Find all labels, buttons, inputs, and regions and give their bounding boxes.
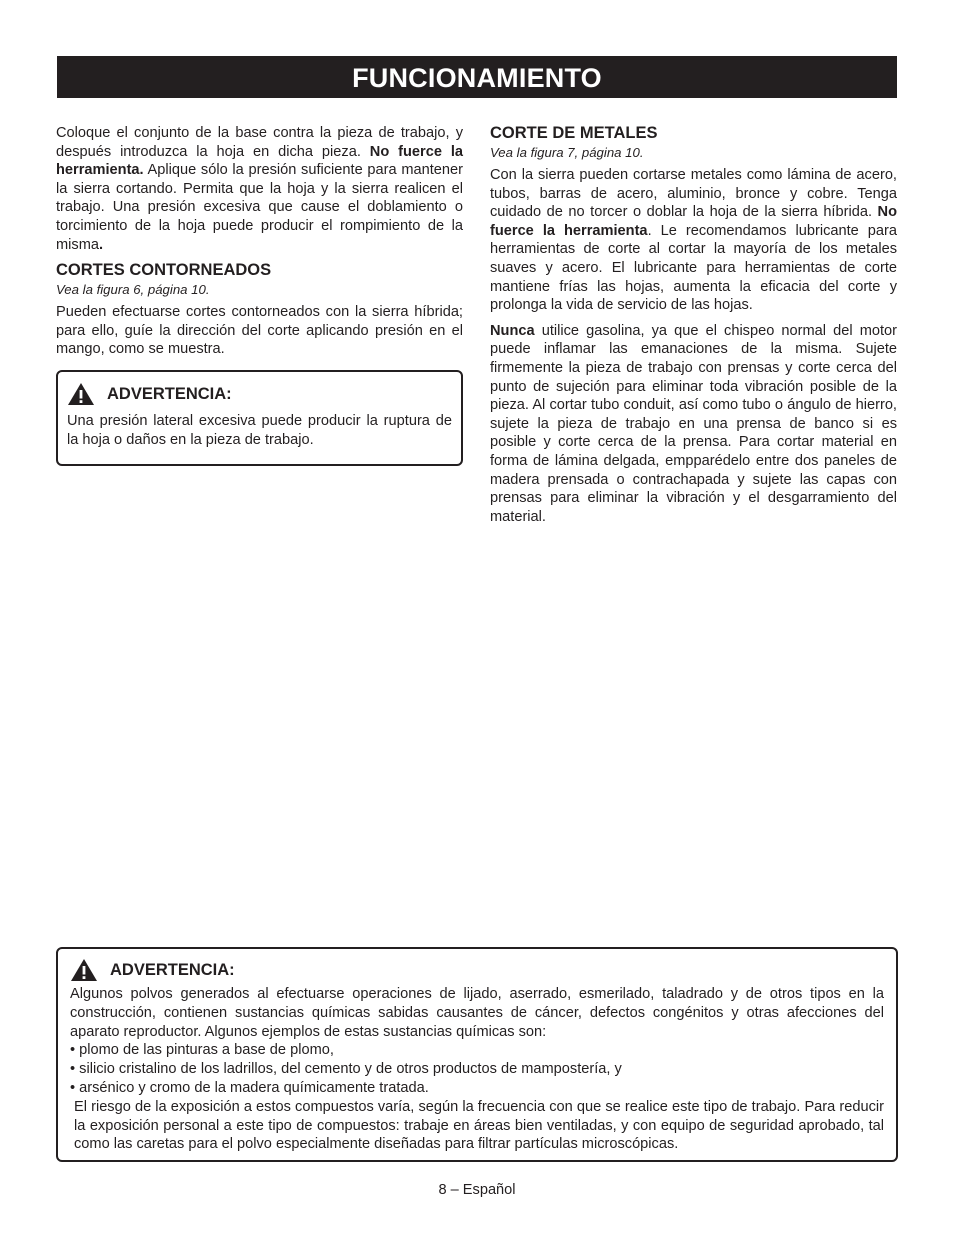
metal-bold-2: Nunca [490, 322, 535, 339]
right-column [490, 124, 897, 533]
metal-text-1b: . Le recomendamos lubricante para herramientas de corte al cortar la mayoría de los metales suaves y acero. El lubricante para herramientas de corte mantiene frías las hojas, aumenta la eficacia del corte y prolonga la vida de servicio de las hojas. [490, 222, 897, 314]
list-item: • plomo de las pinturas a base de plomo, [70, 1042, 334, 1059]
warning-outro: El riesgo de la exposición a estos compuestos varía, según la frecuencia con que se realice este tipo de trabajo. Para reducir la exposición personal a este tipo de compuestos: trabaje en áreas bien ventiladas, y con equipo de seguridad aprobado, tal como las caretas para el polvo especialmente diseñadas para filtrar partículas microscópicas. [74, 1098, 884, 1153]
warning-body [70, 985, 884, 1154]
warning-triangle-icon [70, 958, 98, 982]
warning-header [67, 382, 452, 406]
warning-triangle-icon [67, 382, 95, 406]
warning-title: ADVERTENCIA: [107, 384, 232, 403]
metal-paragraph-1 [490, 166, 897, 315]
intro-text: Coloque el conjunto de la base contra la pieza de trabajo, y después introduzca la hoja en dicha pieza. [56, 125, 463, 160]
warning-box-dust [56, 947, 898, 1162]
warning-header [70, 958, 884, 982]
warning-text: Una presión lateral excesiva puede producir la ruptura de la hoja o daños en la pieza de trabajo. [67, 413, 452, 448]
intro-paragraph [56, 124, 463, 254]
list-item: • arsénico y cromo de la madera químicamente tratada. [70, 1079, 429, 1096]
contour-heading: CORTES CONTORNEADOS [56, 261, 272, 280]
intro-bold: No fuerce la herramienta. [56, 143, 463, 179]
contour-figure-ref: Vea la figura 6, página 10. [56, 282, 210, 298]
warning-intro: Algunos polvos generados al efectuarse operaciones de lijado, aserrado, esmerilado, taladrado y de otros tipos en la construcción, contienen sustancias químicas sabidas causantes de cáncer, defectos congénitos y otras afecciones del aparato reproductor. Algunos ejemplos de estas sustancias químicas son: [70, 986, 884, 1040]
metal-text-1a: Con la sierra pueden cortarse metales como lámina de acero, tubos, barras de acero, aluminio, bronce y cobre. Tenga cuidado de no torcer o doblar la hoja de la sierra híbrida. [490, 167, 897, 221]
metal-figure-ref: Vea la figura 7, página 10. [490, 145, 644, 160]
left-column [56, 124, 463, 366]
intro-text-2: Aplique sólo la presión suficiente para mantener la sierra cortando. Permita que la hoja y la sierra realicen el trabajo. Una presión excesiva que cause el doblamiento o torcimiento de la hoja puede producir el rompimiento de la misma [56, 162, 463, 253]
warning-box-contour [56, 370, 463, 466]
metal-heading: CORTE DE METALES [490, 124, 658, 142]
page-number: 8 – Español [438, 1182, 516, 1198]
list-item: • silicio cristalino de los ladrillos, del cemento y de otros productos de mampostería, y [70, 1061, 622, 1078]
metal-paragraph-2 [490, 322, 897, 527]
page-title: FUNCIONAMIENTO [57, 56, 897, 98]
metal-text-2: utilice gasolina, ya que el chispeo normal del motor puede inflamar las emanaciones de la misma. Sujete firmemente la pieza de trabajo con prensas y corte cerca del punto de sujeción para eliminar toda vibración posible de la pieza. Al cortar tubo conduit, así como tubo o ángulo de hierro, sujete la pieza de trabajo en una prensa de banco si es posible y corte cerca de la prensa. Para cortar material en forma de lámina delgada, empparédelo entre dos paneles de madera prensada o contrachapada y sujete las capas con prensas para eliminar la vibración y el desgarramiento del material. [490, 322, 897, 525]
intro-end: . [98, 236, 104, 253]
warning-title: ADVERTENCIA: [110, 960, 235, 979]
contour-paragraph: Pueden efectuarse cortes contorneados con la sierra híbrida; para ello, guíe la dirección del corte aplicando presión en el mango, como se muestra. [56, 304, 463, 358]
metal-bold-1: No fuerce la herramienta [490, 204, 897, 239]
